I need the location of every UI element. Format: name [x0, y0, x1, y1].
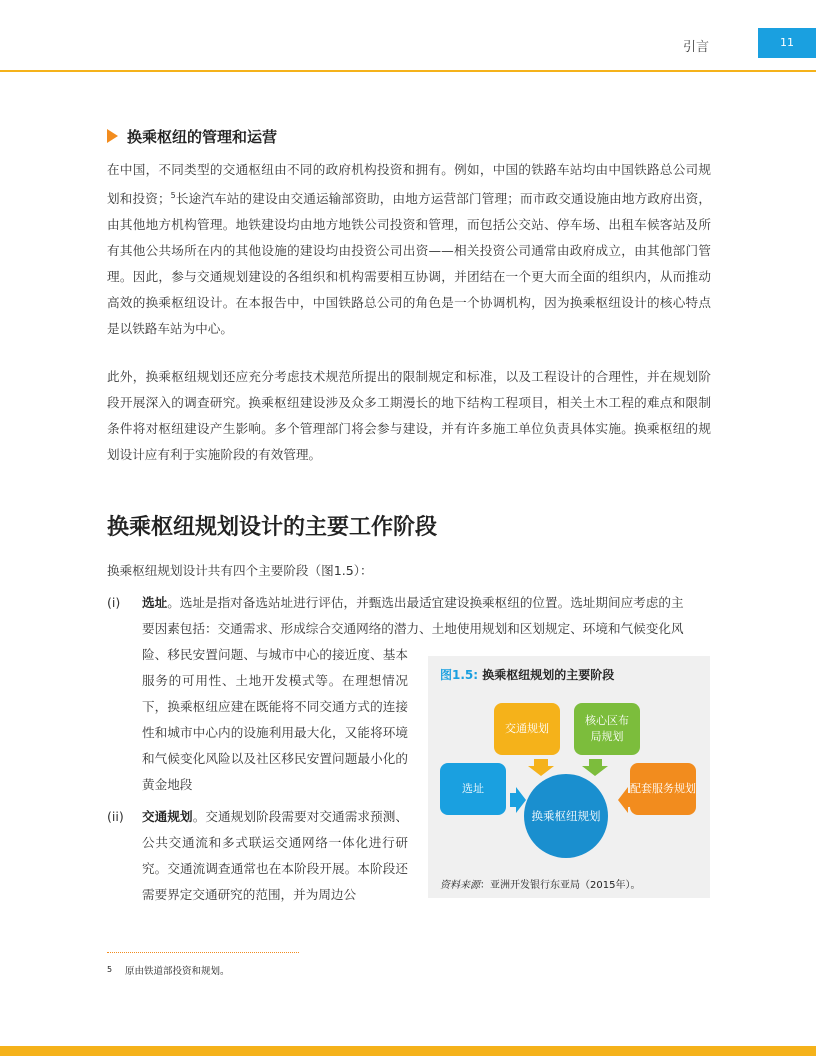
- item-ii-text: [142, 804, 408, 908]
- node-site-label: 选址: [462, 782, 484, 795]
- paragraph-management: [107, 157, 711, 342]
- node-transport-label: 交通规划: [505, 722, 549, 735]
- figure-caption: 换乘枢纽规划的主要阶段: [482, 668, 615, 682]
- item-number-i: (i): [107, 595, 121, 610]
- paragraph-1-part2: 长途汽车站的建设由交通运输部资助，由地方运营部门管理；而市政交通设施由地方政府出资，由其他地方机构管理。地铁建设均由地方地铁公司投资和管理，而包括公交站、停车场、出租车候客站及所有其他公共场所在内的其他设施的建设均由投资公司出资——相关投资公司通常由政府成立，由其他部门管理。因此，参与交通规划建设的各组织和机构需要相互协调，并团结在一个更大而全面的组织内，从而推动高效的换乘枢纽设计。在本报告中，中国铁路总公司的角色是一个协调机构，因为换乘枢纽设计的核心特点是以铁路车站为中心。: [107, 191, 712, 337]
- section-heading: 换乘枢纽规划设计的主要工作阶段: [107, 515, 438, 540]
- node-center-label: 换乘枢纽规划: [531, 809, 601, 823]
- node-site-selection: [440, 763, 506, 815]
- item-ii-body: 。交通规划阶段需要对交通需求预测、公共交通流和多式联运交通网络一体化进行研究。交通流调查通常也在本阶段开展。本阶段还需要界定交通研究的范围，并为周边公: [142, 809, 409, 902]
- subsection-heading: [107, 126, 277, 147]
- node-core-label-2: 局规划: [590, 730, 624, 743]
- figure-source: [440, 876, 640, 891]
- footnote-text: 原由铁道部投资和规划。: [125, 966, 230, 977]
- subsection-title: 换乘枢纽的管理和运营: [127, 128, 278, 146]
- paragraph-constraints: 此外，换乘枢纽规划还应充分考虑技术规范所提出的限制规定和标准，以及工程设计的合理性，并在规划阶段开展深入的调查研究。换乘枢纽建设涉及众多工期漫长的地下结构工程项目，相关土木工程的难点和限制条件将对枢纽建设产生影响。多个管理部门将会参与建设，并有许多施工单位负责具体实施。换乘枢纽的规划设计应有利于实施阶段的有效管理。: [107, 369, 711, 462]
- arrow-from-transport: [528, 759, 554, 776]
- section-intro: 换乘枢纽规划设计共有四个主要阶段（图1.5）：: [107, 563, 373, 578]
- node-transport-planning: [494, 703, 560, 755]
- paragraph-1-part1: 在中国，不同类型的交通枢纽由不同的政府机构投资和拥有。例如，中国的铁路车站均由中国铁路总公司规划和投资；: [107, 162, 711, 207]
- item-i-line1: [142, 590, 711, 616]
- node-service-planning: [630, 763, 696, 815]
- section-label: 引言: [682, 40, 709, 55]
- footer-bar: [0, 1046, 816, 1056]
- item-number-ii: (ii): [107, 809, 124, 824]
- source-label: 资料来源: [440, 880, 480, 891]
- item-ii-title: 交通规划: [142, 809, 193, 824]
- figure-number: 图1.5:: [440, 668, 479, 682]
- node-hub-planning-center: [524, 774, 608, 858]
- item-i-rest: 险、移民安置问题、与城市中心的接近度、基本服务的可用性、土地开发模式等。在理想情况下，换乘枢纽应建在既能将不同交通方式的连接性和城市中心内的设施利用最大化，又能将环境和气候变化风险以及社区移民安置问题最小化的黄金地段: [142, 647, 408, 792]
- header-divider: [0, 70, 816, 72]
- footnote-divider: [107, 952, 299, 953]
- footnote-mark: 5: [107, 965, 113, 974]
- footnote: [107, 963, 230, 977]
- source-text: ：亚洲开发银行东亚局（2015年）。: [480, 880, 641, 891]
- item-i-line2: 要因素包括：交通需求、形成综合交通网络的潜力、土地使用规划和区划规定、环境和气候变化风: [142, 621, 684, 636]
- node-core-label-1: 核心区布: [585, 714, 629, 727]
- footnote-reference: 5: [170, 191, 176, 200]
- triangle-bullet-icon: [107, 129, 118, 143]
- item-i-title: 选址: [142, 595, 168, 610]
- arrow-from-core: [582, 759, 608, 776]
- node-core-area-planning: [574, 703, 640, 755]
- page-number: 11: [758, 28, 816, 58]
- item-i-line1-text: 。选址是指对备选站址进行评估，并甄选出最适宜建设换乘枢纽的位置。选址期间应考虑的主: [167, 595, 684, 610]
- figure-1-5: [428, 656, 710, 898]
- node-service-label: 配套服务规划: [630, 782, 696, 795]
